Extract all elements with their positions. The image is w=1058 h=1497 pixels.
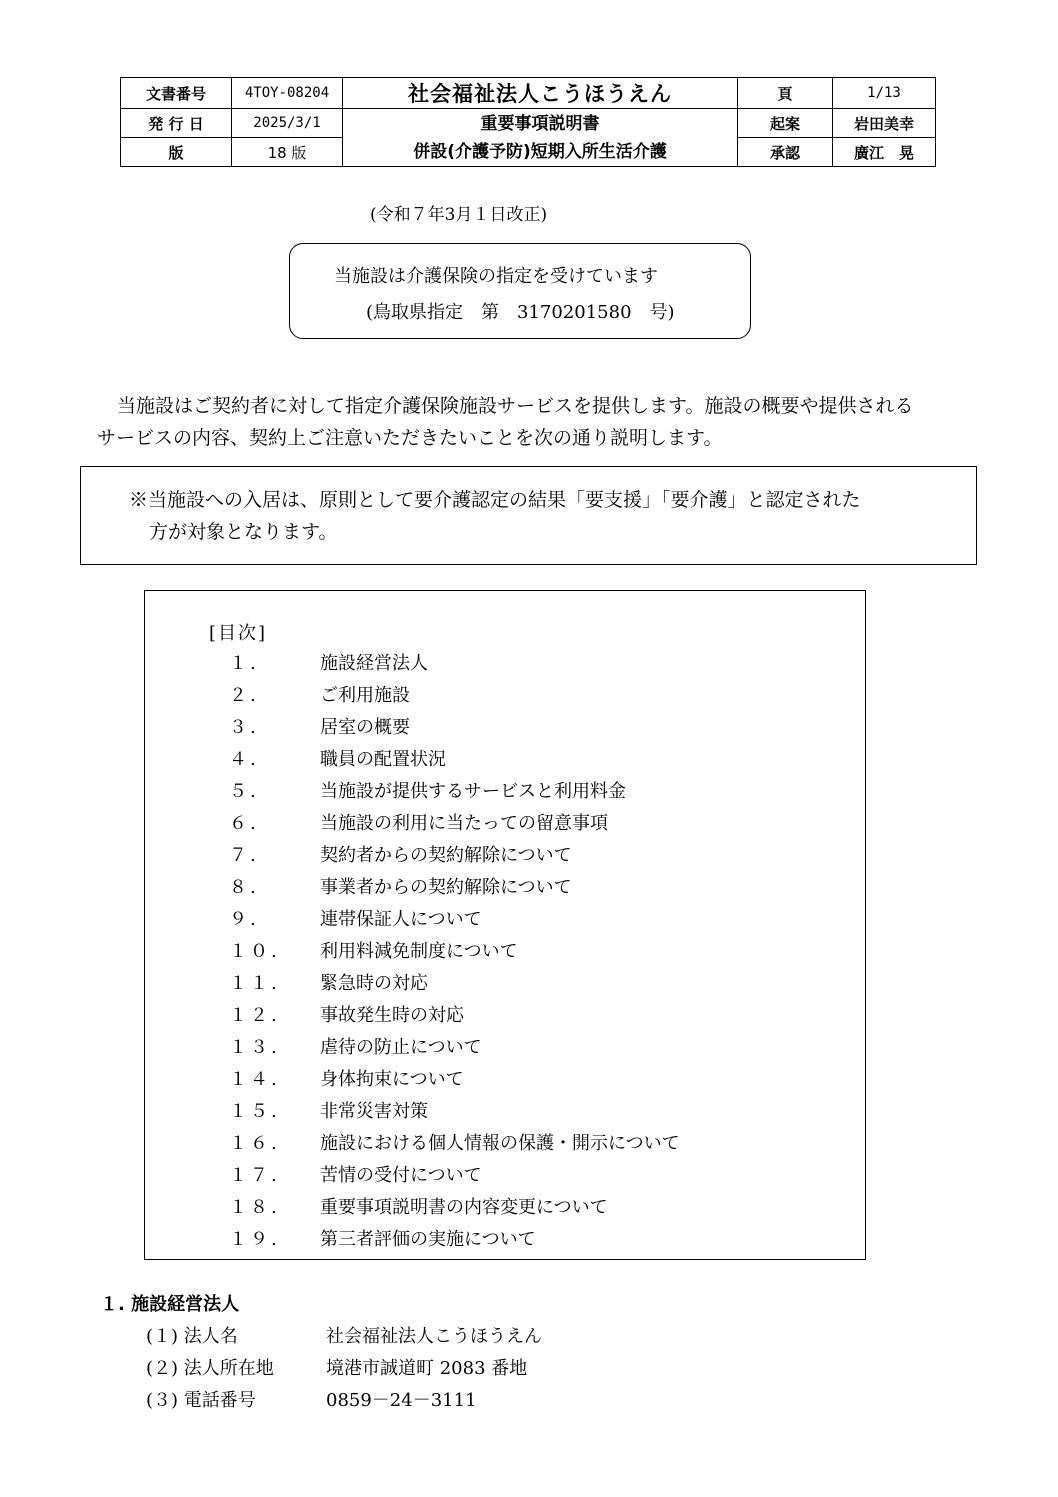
toc-item-number: １６. — [229, 1133, 280, 1154]
toc-item-number: ８. — [229, 877, 259, 898]
toc-item-number: ４. — [229, 749, 259, 770]
toc-item — [145, 713, 865, 745]
intro-line2: サービスの内容、契約上ご注意いただきたいことを次の通り説明します。 — [97, 427, 723, 449]
toc-item — [145, 681, 865, 713]
info-row-corp-address — [146, 1354, 527, 1380]
toc-item — [145, 809, 865, 841]
toc-item-label: 第三者評価の実施について — [320, 1229, 536, 1250]
version-number: 18 版 — [232, 138, 343, 167]
document-title-line1: 重要事項説明書 — [480, 113, 600, 134]
toc-item — [145, 1033, 865, 1065]
toc-item-number: １２. — [229, 1005, 280, 1026]
toc-item-label: 事故発生時の対応 — [320, 1005, 464, 1026]
info-label: (１) 法人名 — [146, 1326, 238, 1347]
notice-line1: ※当施設への入居は、原則として要介護認定の結果「要支援」「要介護」と認定された — [129, 489, 861, 511]
approve-name: 廣江 晃 — [833, 138, 936, 167]
toc-item-number: ５. — [229, 781, 259, 802]
toc-item-number: １０. — [229, 941, 280, 962]
toc-item-label: 施設経営法人 — [320, 653, 428, 674]
toc-item-label: 当施設の利用に当たっての留意事項 — [320, 813, 608, 834]
info-row-phone — [146, 1386, 477, 1412]
toc-item-number: １７. — [229, 1165, 280, 1186]
notice-box — [80, 466, 977, 565]
toc-item-label: 重要事項説明書の内容変更について — [320, 1197, 608, 1218]
toc-item — [145, 873, 865, 905]
document-title — [343, 109, 738, 167]
toc-item — [145, 1225, 865, 1257]
info-row-corp-name — [146, 1322, 542, 1348]
toc-item-number: ７. — [229, 845, 259, 866]
toc-item-number: ６. — [229, 813, 259, 834]
toc-item-number: １１. — [229, 973, 280, 994]
toc-item — [145, 1129, 865, 1161]
toc-item — [145, 969, 865, 1001]
toc-item-number: １８. — [229, 1197, 280, 1218]
toc-item — [145, 905, 865, 937]
toc-item-label: 虐待の防止について — [320, 1037, 482, 1058]
toc-item-number: １４. — [229, 1069, 280, 1090]
issue-date-label: 発 行 日 — [121, 109, 232, 138]
toc-item — [145, 1065, 865, 1097]
toc-item-number: ９. — [229, 909, 259, 930]
toc-item-label: ご利用施設 — [320, 685, 410, 706]
toc-item-number: ３. — [229, 717, 259, 738]
toc-item-label: 居室の概要 — [320, 717, 410, 738]
toc-item-number: １５. — [229, 1101, 280, 1122]
page-label: 頁 — [738, 78, 833, 109]
toc-heading: [目次] — [209, 623, 268, 644]
section-1-title: １. 施設経営法人 — [100, 1294, 240, 1315]
toc-item — [145, 937, 865, 969]
toc-item — [145, 1001, 865, 1033]
version-label: 版 — [121, 138, 232, 167]
toc-item-label: 施設における個人情報の保護・開示について — [320, 1133, 680, 1154]
toc-item-label: 非常災害対策 — [320, 1101, 428, 1122]
toc-item — [145, 1161, 865, 1193]
doc-number-label: 文書番号 — [121, 78, 232, 109]
info-label: (２) 法人所在地 — [146, 1358, 274, 1379]
table-of-contents — [144, 590, 866, 1260]
issue-date: 2025/3/1 — [232, 109, 343, 138]
designation-line2: (鳥取県指定 第 3170201580 号) — [366, 302, 675, 323]
revision-date: (令和７年3月１日改正) — [370, 205, 548, 225]
toc-item-label: 契約者からの契約解除について — [320, 845, 572, 866]
toc-item-label: 連帯保証人について — [320, 909, 482, 930]
approve-label: 承認 — [738, 138, 833, 167]
organization-name: 社会福祉法人こうほうえん — [343, 78, 738, 109]
info-label: (３) 電話番号 — [146, 1390, 256, 1411]
toc-item — [145, 777, 865, 809]
intro-line1: 当施設はご契約者に対して指定介護保険施設サービスを提供します。施設の概要や提供される — [117, 395, 914, 417]
page-number: 1/13 — [833, 78, 936, 109]
toc-item-label: 緊急時の対応 — [320, 973, 428, 994]
toc-item-label: 利用料減免制度について — [320, 941, 518, 962]
toc-item-label: 苦情の受付について — [320, 1165, 482, 1186]
info-value: 0859－24－3111 — [326, 1390, 477, 1411]
document-header-table — [120, 77, 936, 167]
document-title-line2: 併設(介護予防)短期入所生活介護 — [413, 141, 667, 162]
designation-box — [289, 243, 751, 339]
intro-paragraph — [97, 390, 1017, 454]
draft-name: 岩田美幸 — [833, 109, 936, 138]
toc-item-number: １３. — [229, 1037, 280, 1058]
toc-item — [145, 1193, 865, 1225]
toc-item-label: 当施設が提供するサービスと利用料金 — [320, 781, 626, 802]
info-value: 境港市誠道町 2083 番地 — [326, 1358, 528, 1379]
toc-item — [145, 1097, 865, 1129]
toc-item-number: １９. — [229, 1229, 280, 1250]
designation-line1: 当施設は介護保険の指定を受けています — [334, 266, 658, 287]
doc-number: 4TOY-08204 — [232, 78, 343, 109]
draft-label: 起案 — [738, 109, 833, 138]
toc-item — [145, 841, 865, 873]
toc-item-label: 事業者からの契約解除について — [320, 877, 572, 898]
notice-line2: 方が対象となります。 — [149, 521, 338, 543]
toc-item-number: １. — [229, 653, 259, 674]
toc-item-label: 職員の配置状況 — [320, 749, 446, 770]
info-value: 社会福祉法人こうほうえん — [326, 1326, 542, 1347]
toc-item — [145, 745, 865, 777]
toc-item — [145, 649, 865, 681]
toc-item-number: ２. — [229, 685, 259, 706]
toc-item-label: 身体拘束について — [320, 1069, 464, 1090]
